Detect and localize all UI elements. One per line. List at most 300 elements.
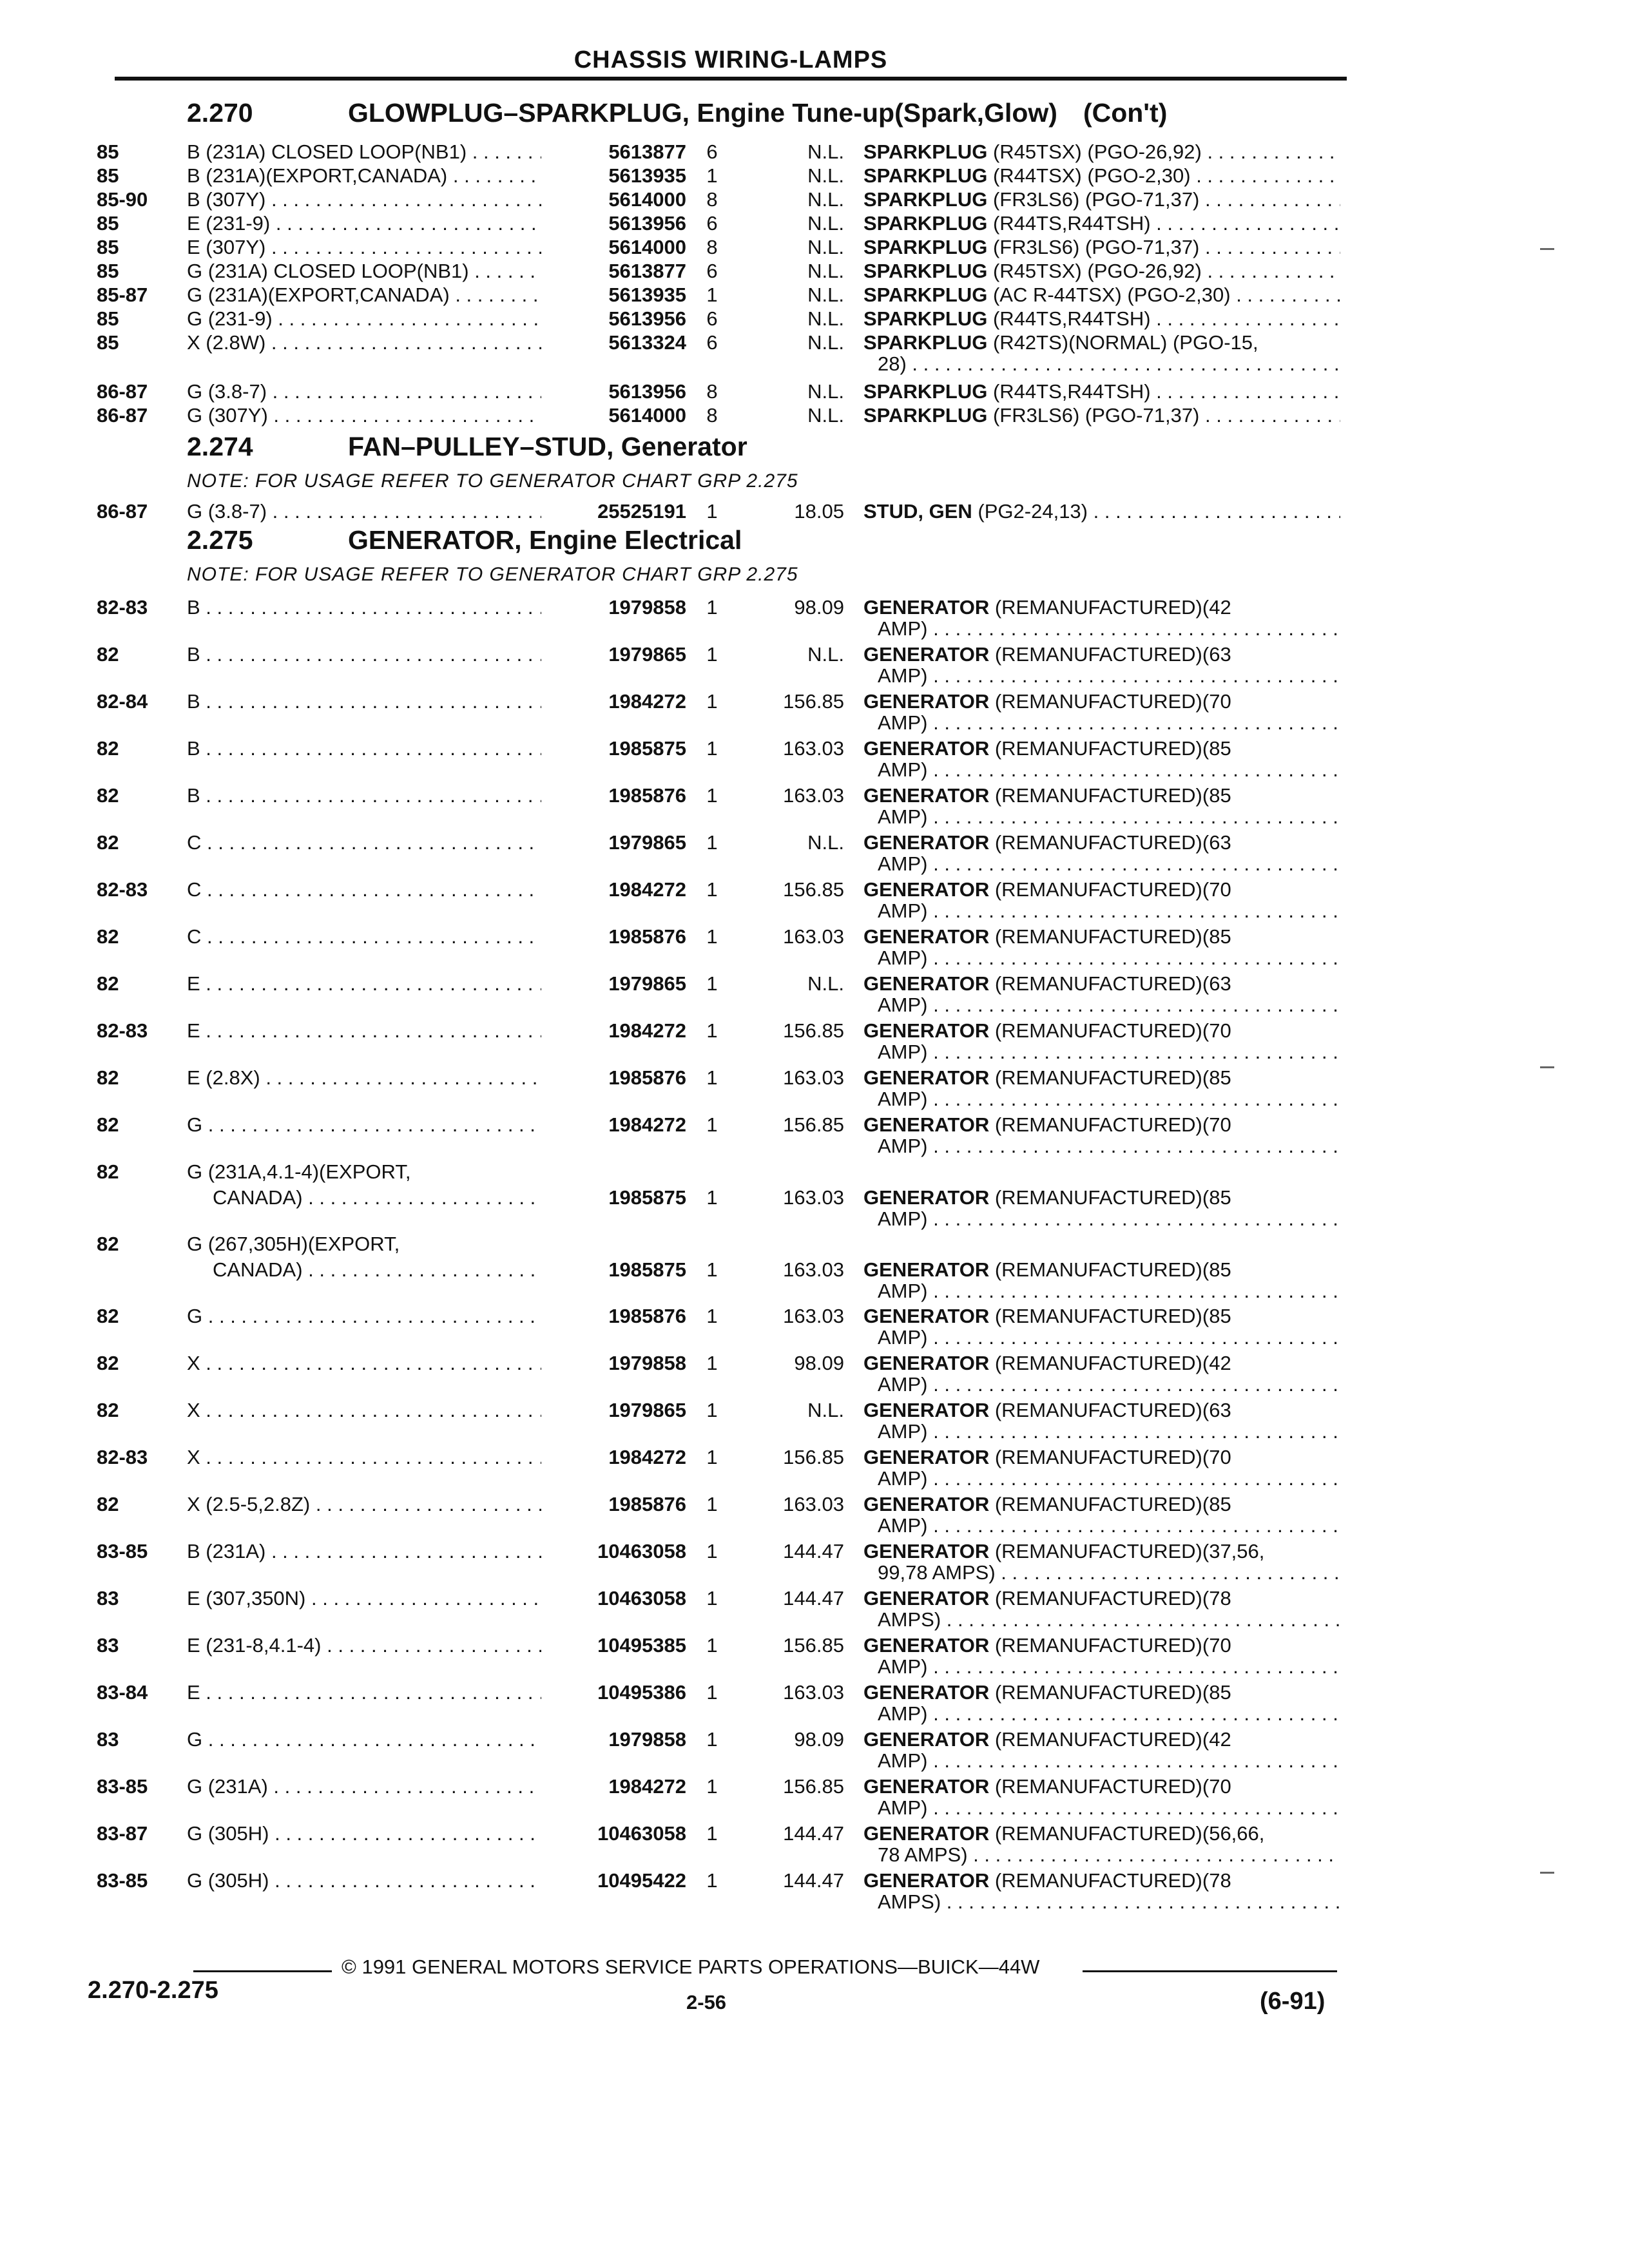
- part-description: [863, 690, 1340, 713]
- part-name: GENERATOR: [863, 596, 990, 619]
- part-number: 5613877: [608, 140, 686, 163]
- model-code: B . . .: [187, 643, 541, 666]
- price: 156.85: [783, 1019, 844, 1042]
- part-description: [863, 1019, 1340, 1043]
- price: 98.09: [794, 1352, 844, 1374]
- part-spec: (REMANUFACTURED)(70: [994, 1019, 1231, 1042]
- part-number: 1979858: [608, 1728, 686, 1751]
- part-number: 5613324: [608, 331, 686, 354]
- quantity: 1: [706, 1446, 718, 1468]
- part-spec-continued: AMP) . . .: [878, 1373, 1340, 1396]
- quantity: 6: [706, 307, 718, 330]
- part-spec-continued: AMP) . . .: [878, 947, 1340, 970]
- part-name: GENERATOR: [863, 1399, 990, 1421]
- quantity: 1: [706, 925, 718, 948]
- part-number: 1985875: [608, 1186, 686, 1209]
- part-description: [863, 1681, 1340, 1704]
- model-code: G (3.8-7) . . .: [187, 380, 541, 403]
- year-range: 82: [97, 1233, 119, 1255]
- part-name: GENERATOR: [863, 925, 990, 948]
- part-spec: (REMANUFACTURED)(85: [994, 1305, 1231, 1327]
- part-number: 1985875: [608, 1258, 686, 1281]
- year-range: 83-85: [97, 1775, 148, 1798]
- part-number: 1985876: [608, 784, 686, 807]
- year-range: 82-83: [97, 1019, 148, 1042]
- price: N.L.: [807, 643, 844, 666]
- table-row: [0, 972, 1629, 1024]
- quantity: 1: [706, 284, 718, 306]
- part-spec: (R45TSX) (PGO-26,92) . . .: [993, 260, 1340, 282]
- quantity: 1: [706, 1493, 718, 1515]
- part-description: [863, 1587, 1340, 1610]
- part-spec-continued: AMP) . . .: [878, 1796, 1340, 1820]
- part-description: [863, 1728, 1340, 1751]
- quantity: 1: [706, 690, 718, 713]
- part-number: 1985876: [608, 925, 686, 948]
- part-spec-continued: AMP) . . .: [878, 1280, 1340, 1303]
- part-spec: (REMANUFACTURED)(85: [994, 1186, 1231, 1209]
- part-description: [863, 643, 1340, 666]
- table-row: [0, 1775, 1629, 1827]
- section-number: 2.275: [187, 525, 253, 555]
- model-code: C . . .: [187, 878, 541, 901]
- table-row: [0, 1446, 1629, 1497]
- year-range: 83-87: [97, 1822, 148, 1845]
- part-spec: (REMANUFACTURED)(85: [994, 1681, 1231, 1704]
- part-description: [863, 404, 1340, 427]
- model-code-continued: CANADA) . . .: [213, 1258, 541, 1282]
- quantity: 1: [706, 1822, 718, 1845]
- table-row: [0, 1634, 1629, 1686]
- year-range: 82: [97, 737, 119, 760]
- section-title: FAN–PULLEY–STUD, Generator: [348, 432, 747, 461]
- page-header: CHASSIS WIRING-LAMPS: [115, 46, 1347, 81]
- part-description: [863, 1634, 1340, 1657]
- year-range: 85-90: [97, 188, 148, 211]
- part-number: 1984272: [608, 1113, 686, 1136]
- model-code: E (307,350N) . . .: [187, 1587, 541, 1610]
- part-spec-continued: AMP) . . .: [878, 1467, 1340, 1490]
- model-code: G . . .: [187, 1113, 541, 1137]
- part-spec: (R44TS,R44TSH) . . .: [993, 307, 1340, 330]
- part-number: 1979865: [608, 643, 686, 666]
- price: 163.03: [783, 925, 844, 948]
- part-number: 1979865: [608, 831, 686, 854]
- part-number: 1979865: [608, 1399, 686, 1421]
- price: 156.85: [783, 1775, 844, 1798]
- part-spec-continued: AMPS) . . .: [878, 1890, 1340, 1914]
- part-description: [863, 380, 1340, 403]
- margin-mark: [1540, 1066, 1554, 1068]
- price: 163.03: [783, 1493, 844, 1515]
- table-row: [0, 1822, 1629, 1874]
- part-name: GENERATOR: [863, 1869, 990, 1892]
- part-description: [863, 1186, 1340, 1209]
- part-number: 1979858: [608, 596, 686, 619]
- year-range: 82: [97, 1305, 119, 1327]
- part-name: SPARKPLUG: [863, 260, 988, 282]
- price: N.L.: [807, 236, 844, 258]
- part-description: [863, 1066, 1340, 1090]
- table-row: [0, 737, 1629, 789]
- part-spec-continued: AMP) . . .: [878, 1207, 1340, 1231]
- part-spec: (R44TSX) (PGO-2,30) . . .: [993, 164, 1340, 187]
- year-range: 86-87: [97, 380, 148, 403]
- part-spec: (REMANUFACTURED)(70: [994, 1113, 1231, 1136]
- part-name: SPARKPLUG: [863, 404, 988, 427]
- part-spec: (FR3LS6) (PGO-71,37) . . .: [993, 404, 1340, 427]
- part-description: [863, 140, 1340, 164]
- model-code: E (307Y) . . .: [187, 236, 541, 259]
- year-range: 82: [97, 1352, 119, 1374]
- part-name: GENERATOR: [863, 1258, 990, 1281]
- quantity: 1: [706, 164, 718, 187]
- part-name: SPARKPLUG: [863, 284, 988, 306]
- model-code: G . . .: [187, 1728, 541, 1751]
- table-row: [0, 1113, 1629, 1165]
- footer-page-number: 2-56: [686, 1991, 727, 2013]
- year-range: 82-83: [97, 596, 148, 619]
- table-row: [0, 1305, 1629, 1356]
- part-name: GENERATOR: [863, 1352, 990, 1374]
- year-range: 82: [97, 643, 119, 666]
- part-spec: (REMANUFACTURED)(70: [994, 1446, 1231, 1468]
- part-number: 10495422: [597, 1869, 686, 1892]
- part-name: GENERATOR: [863, 1681, 990, 1704]
- model-code: E (2.8X) . . .: [187, 1066, 541, 1090]
- table-row: [0, 331, 1629, 383]
- part-name: SPARKPLUG: [863, 140, 988, 163]
- model-code: B (231A) CLOSED LOOP(NB1) . . .: [187, 140, 541, 164]
- part-description: [863, 331, 1340, 354]
- part-spec: (REMANUFACTURED)(78: [994, 1869, 1231, 1892]
- part-description: [863, 1258, 1340, 1282]
- part-spec: (REMANUFACTURED)(70: [994, 1775, 1231, 1798]
- part-description: [863, 307, 1340, 331]
- model-code: E . . .: [187, 972, 541, 995]
- part-description: [863, 164, 1340, 187]
- price: 156.85: [783, 690, 844, 713]
- part-spec-continued: AMP) . . .: [878, 994, 1340, 1017]
- part-number: 5614000: [608, 404, 686, 427]
- quantity: 1: [706, 1019, 718, 1042]
- part-name: GENERATOR: [863, 737, 990, 760]
- year-range: 85: [97, 140, 119, 163]
- footer-rule-left: [193, 1970, 332, 1972]
- part-spec-continued: 28) . . .: [878, 352, 1340, 376]
- section-number: 2.274: [187, 432, 253, 461]
- model-code: X . . .: [187, 1446, 541, 1469]
- year-range: 82: [97, 1493, 119, 1515]
- part-spec: (REMANUFACTURED)(70: [994, 1634, 1231, 1657]
- price: 163.03: [783, 737, 844, 760]
- part-spec: (FR3LS6) (PGO-71,37) . . .: [993, 236, 1340, 258]
- table-row: [0, 1681, 1629, 1733]
- part-name: GENERATOR: [863, 1822, 990, 1845]
- part-number: 1984272: [608, 1446, 686, 1468]
- part-spec-continued: AMP) . . .: [878, 852, 1340, 876]
- quantity: 1: [706, 1305, 718, 1327]
- quantity: 6: [706, 140, 718, 163]
- model-code: G (231A) . . .: [187, 1775, 541, 1798]
- model-code: G (231A,4.1-4)(EXPORT,: [187, 1160, 411, 1183]
- part-name: GENERATOR: [863, 690, 990, 713]
- part-number: 10463058: [597, 1822, 686, 1845]
- table-row: [0, 1066, 1629, 1118]
- table-row: [0, 1233, 1629, 1310]
- part-name: SPARKPLUG: [863, 331, 988, 354]
- model-code-continued: CANADA) . . .: [213, 1186, 541, 1209]
- part-spec: (REMANUFACTURED)(42: [994, 1728, 1231, 1751]
- part-number: 1979865: [608, 972, 686, 995]
- part-spec: (R44TS,R44TSH) . . .: [993, 212, 1340, 235]
- part-spec-continued: AMP) . . .: [878, 1655, 1340, 1678]
- part-description: [863, 1540, 1340, 1563]
- model-code: G (3.8-7) . . .: [187, 500, 541, 523]
- part-spec: (R45TSX) (PGO-26,92) . . .: [993, 140, 1340, 163]
- part-number: 10463058: [597, 1587, 686, 1610]
- part-name: GENERATOR: [863, 1775, 990, 1798]
- model-code: B . . .: [187, 596, 541, 619]
- part-number: 1985876: [608, 1493, 686, 1515]
- part-number: 1984272: [608, 690, 686, 713]
- section-continued: (Con't): [1083, 98, 1168, 128]
- price: 18.05: [794, 500, 844, 523]
- quantity: 6: [706, 260, 718, 282]
- year-range: 82: [97, 1160, 119, 1183]
- part-description: [863, 1822, 1340, 1845]
- model-code: G . . .: [187, 1305, 541, 1328]
- part-spec: (REMANUFACTURED)(63: [994, 1399, 1231, 1421]
- part-name: SPARKPLUG: [863, 188, 988, 211]
- section-heading: [187, 98, 1167, 128]
- part-name: GENERATOR: [863, 831, 990, 854]
- quantity: 1: [706, 972, 718, 995]
- price: 156.85: [783, 1634, 844, 1657]
- quantity: 1: [706, 1186, 718, 1209]
- section-title: GENERATOR, Engine Electrical: [348, 525, 742, 555]
- price: 163.03: [783, 1305, 844, 1327]
- part-description: [863, 1305, 1340, 1328]
- model-code: G (305H) . . .: [187, 1869, 541, 1892]
- year-range: 85: [97, 331, 119, 354]
- part-number: 25525191: [597, 500, 686, 523]
- part-number: 1985876: [608, 1305, 686, 1327]
- price: 144.47: [783, 1587, 844, 1610]
- table-row: [0, 596, 1629, 648]
- part-spec-continued: AMP) . . .: [878, 1041, 1340, 1064]
- year-range: 82-83: [97, 1446, 148, 1468]
- price: N.L.: [807, 1399, 844, 1421]
- part-spec-continued: AMP) . . .: [878, 1088, 1340, 1111]
- year-range: 85: [97, 236, 119, 258]
- table-row: [0, 1869, 1629, 1921]
- quantity: 6: [706, 331, 718, 354]
- price: 144.47: [783, 1822, 844, 1845]
- year-range: 82: [97, 925, 119, 948]
- part-number: 10463058: [597, 1540, 686, 1562]
- table-row: [0, 690, 1629, 742]
- part-spec-continued: AMP) . . .: [878, 805, 1340, 829]
- price: 98.09: [794, 1728, 844, 1751]
- part-description: [863, 188, 1340, 211]
- year-range: 83-85: [97, 1540, 148, 1562]
- part-spec: (REMANUFACTURED)(63: [994, 831, 1231, 854]
- quantity: 1: [706, 1540, 718, 1562]
- quantity: 1: [706, 784, 718, 807]
- quantity: 1: [706, 1258, 718, 1281]
- quantity: 1: [706, 1728, 718, 1751]
- model-code: X (2.8W) . . .: [187, 331, 541, 354]
- price: N.L.: [807, 331, 844, 354]
- part-number: 10495385: [597, 1634, 686, 1657]
- quantity: 1: [706, 500, 718, 523]
- section-note: NOTE: FOR USAGE REFER TO GENERATOR CHART GRP 2.275: [187, 564, 798, 585]
- price: 156.85: [783, 1113, 844, 1136]
- part-number: 5613935: [608, 164, 686, 187]
- part-description: [863, 831, 1340, 854]
- part-description: [863, 1446, 1340, 1469]
- part-spec-continued: AMP) . . .: [878, 617, 1340, 640]
- price: 163.03: [783, 1186, 844, 1209]
- part-name: GENERATOR: [863, 643, 990, 666]
- part-description: [863, 784, 1340, 807]
- table-row: [0, 784, 1629, 836]
- part-number: 5613877: [608, 260, 686, 282]
- year-range: 82: [97, 784, 119, 807]
- year-range: 86-87: [97, 404, 148, 427]
- part-spec-continued: AMP) . . .: [878, 899, 1340, 923]
- year-range: 83: [97, 1634, 119, 1657]
- section-number: 2.270: [187, 98, 253, 128]
- table-row: [0, 1399, 1629, 1450]
- part-description: [863, 284, 1340, 307]
- price: N.L.: [807, 284, 844, 306]
- price: N.L.: [807, 307, 844, 330]
- part-name: GENERATOR: [863, 1019, 990, 1042]
- table-row: [0, 831, 1629, 883]
- part-name: SPARKPLUG: [863, 164, 988, 187]
- part-number: 5613956: [608, 212, 686, 235]
- section-note: NOTE: FOR USAGE REFER TO GENERATOR CHART GRP 2.275: [187, 470, 798, 492]
- model-code: X . . .: [187, 1399, 541, 1422]
- part-description: [863, 1493, 1340, 1516]
- quantity: 1: [706, 831, 718, 854]
- price: 156.85: [783, 1446, 844, 1468]
- part-spec-continued: AMPS) . . .: [878, 1608, 1340, 1631]
- quantity: 1: [706, 1399, 718, 1421]
- part-description: [863, 596, 1340, 619]
- model-code: E . . .: [187, 1019, 541, 1043]
- price: 163.03: [783, 1681, 844, 1704]
- price: 163.03: [783, 1258, 844, 1281]
- model-code: E . . .: [187, 1681, 541, 1704]
- model-code: C . . .: [187, 925, 541, 948]
- model-code: X . . .: [187, 1352, 541, 1375]
- part-spec: (REMANUFACTURED)(42: [994, 596, 1231, 619]
- part-number: 10495386: [597, 1681, 686, 1704]
- part-spec-continued: AMP) . . .: [878, 758, 1340, 782]
- part-name: SPARKPLUG: [863, 307, 988, 330]
- section-title: GLOWPLUG–SPARKPLUG, Engine Tune-up(Spark,Glow): [348, 98, 1057, 128]
- part-spec-continued: AMP) . . .: [878, 1135, 1340, 1158]
- part-spec-continued: 78 AMPS) . . .: [878, 1843, 1340, 1867]
- part-spec-continued: AMP) . . .: [878, 1420, 1340, 1443]
- quantity: 8: [706, 236, 718, 258]
- year-range: 85: [97, 212, 119, 235]
- part-name: STUD, GEN: [863, 500, 972, 523]
- model-code: B (231A)(EXPORT,CANADA) . . .: [187, 164, 541, 187]
- table-row: [0, 643, 1629, 695]
- part-spec: (REMANUFACTURED)(78: [994, 1587, 1231, 1610]
- model-code: B (231A) . . .: [187, 1540, 541, 1563]
- model-code: B . . .: [187, 737, 541, 760]
- part-spec: (REMANUFACTURED)(42: [994, 1352, 1231, 1374]
- part-spec: (REMANUFACTURED)(63: [994, 643, 1231, 666]
- table-row: [0, 500, 1629, 552]
- price: N.L.: [807, 188, 844, 211]
- part-spec: (REMANUFACTURED)(85: [994, 1493, 1231, 1515]
- model-code: E (231-8,4.1-4) . . .: [187, 1634, 541, 1657]
- footer-rule-right: [1083, 1970, 1337, 1972]
- part-spec-continued: 99,78 AMPS) . . .: [878, 1561, 1340, 1584]
- year-range: 83-85: [97, 1869, 148, 1892]
- part-number: 1985876: [608, 1066, 686, 1089]
- table-row: [0, 1493, 1629, 1544]
- part-number: 5613935: [608, 284, 686, 306]
- table-row: [0, 1587, 1629, 1639]
- price: N.L.: [807, 380, 844, 403]
- price: N.L.: [807, 972, 844, 995]
- part-spec: (REMANUFACTURED)(37,56,: [994, 1540, 1265, 1562]
- year-range: 82: [97, 972, 119, 995]
- table-row: [0, 1160, 1629, 1238]
- year-range: 83: [97, 1728, 119, 1751]
- part-spec: (REMANUFACTURED)(85: [994, 1066, 1231, 1089]
- part-number: 1979858: [608, 1352, 686, 1374]
- table-row: [0, 1540, 1629, 1591]
- quantity: 8: [706, 188, 718, 211]
- part-name: GENERATOR: [863, 1728, 990, 1751]
- part-name: GENERATOR: [863, 1305, 990, 1327]
- quantity: 1: [706, 1066, 718, 1089]
- part-description: [863, 1399, 1340, 1422]
- year-range: 82-84: [97, 690, 148, 713]
- part-name: GENERATOR: [863, 1634, 990, 1657]
- part-description: [863, 260, 1340, 283]
- part-number: 1984272: [608, 1775, 686, 1798]
- quantity: 1: [706, 1113, 718, 1136]
- part-name: GENERATOR: [863, 1493, 990, 1515]
- part-spec: (R44TS,R44TSH) . . .: [993, 380, 1340, 403]
- part-name: GENERATOR: [863, 1587, 990, 1610]
- part-number: 1984272: [608, 878, 686, 901]
- year-range: 82: [97, 831, 119, 854]
- part-spec: (REMANUFACTURED)(70: [994, 690, 1231, 713]
- quantity: 1: [706, 1869, 718, 1892]
- margin-mark: [1540, 248, 1554, 250]
- model-code: G (267,305H)(EXPORT,: [187, 1233, 400, 1255]
- part-name: GENERATOR: [863, 1446, 990, 1468]
- price: 98.09: [794, 596, 844, 619]
- part-description: [863, 1775, 1340, 1798]
- year-range: 86-87: [97, 500, 148, 523]
- part-description: [863, 1352, 1340, 1375]
- part-name: SPARKPLUG: [863, 236, 988, 258]
- part-name: GENERATOR: [863, 1186, 990, 1209]
- part-spec-continued: AMP) . . .: [878, 711, 1340, 735]
- quantity: 8: [706, 380, 718, 403]
